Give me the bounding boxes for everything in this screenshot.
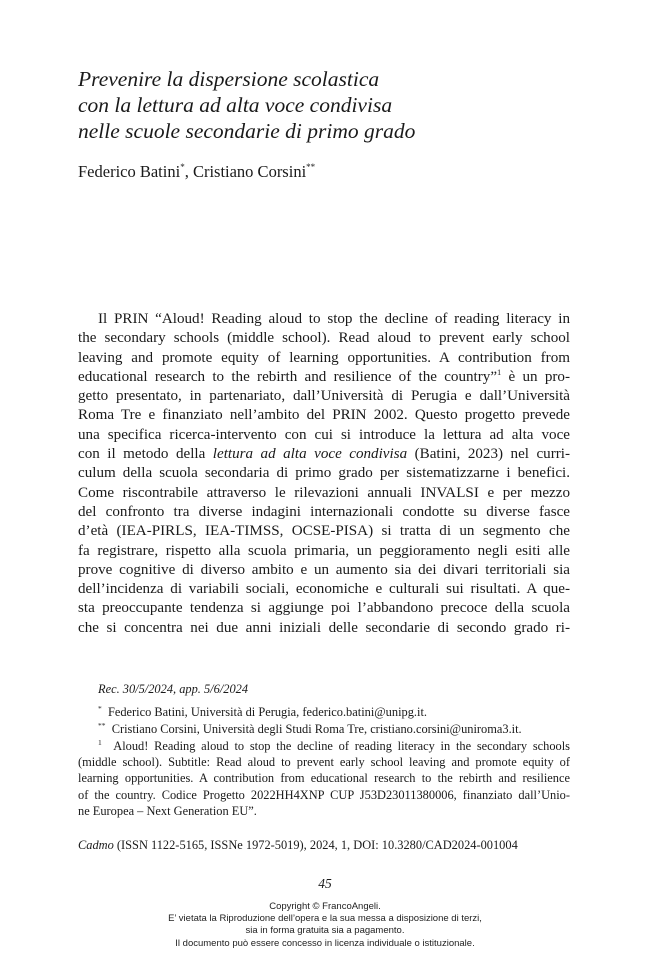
body-line: che si concentra nei due anni iniziali delle secondarie di secondo grado ri-: [78, 619, 570, 636]
body-text: (Batini, 2023) nel curri-: [407, 446, 570, 463]
footnote-line: ne Europea – Next Generation EU”.: [78, 803, 257, 818]
footnote-line: [78, 738, 570, 754]
footnote-text: Federico Batini, Università di Perugia, federico.batini@unipg.it.: [107, 705, 427, 719]
footnote-line: [78, 704, 570, 720]
copyright-line: E’ vietata la Riproduzione dell’opera e la sua messa a disposizione di terzi,: [168, 913, 482, 925]
author-separator: ,: [184, 162, 193, 181]
footnote-line: [78, 721, 570, 737]
journal-citation: [78, 838, 518, 853]
emphasis-text: lettura ad alta voce condivisa: [212, 446, 408, 463]
body-line: getto presentato, in partenariato, dall’Università di Perugia e dall’Università: [78, 388, 570, 405]
author-name: Federico Batini: [78, 162, 181, 181]
footnote-line: of the country. Codice Progetto 2022HH4XNP CUP J53D23011380006, finanziato dall’Unio-: [78, 787, 570, 802]
body-line: [78, 445, 570, 464]
body-line: Roma Tre e finanziato nell’ambito del PRIN 2002. Questo progetto prevede: [78, 407, 570, 424]
copyright-line: sia in forma gratuita sia a pagamento.: [245, 925, 405, 937]
citation-details: (ISSN 1122-5165, ISSNe 1972-5019), 2024, 1, DOI: 10.3280/CAD2024-001004: [113, 838, 518, 852]
received-date: Rec. 30/5/2024, app. 5/6/2024: [98, 682, 249, 696]
body-line: Il PRIN “Aloud! Reading aloud to stop the decline of reading literacy in: [98, 311, 570, 327]
body-line: sta preoccupante tendenza si aggiunge poi l’abbandono precoce della scuola: [78, 600, 570, 617]
title-line: Prevenire la dispersione scolastica: [78, 67, 380, 91]
body-line: fa registrare, rispetto alla scuola primaria, un peggioramento negli esiti alle: [78, 542, 570, 559]
body-line: una specifica ricerca-intervento con cui si introduce la lettura ad alta voce: [78, 426, 570, 443]
page-number: 45: [318, 876, 332, 891]
author-name: Cristiano Corsini: [192, 162, 307, 181]
body-line: leaving and promote equity of learning opportunities. A contribution from: [78, 349, 570, 366]
footnote-mark[interactable]: **: [306, 162, 316, 172]
body-line: prove cognitive di diverso ambito e un aumento sia dei divari territoriali sia: [78, 561, 570, 578]
author-list: [78, 162, 315, 182]
footnote-text: Cristiano Corsini, Università degli Studi Roma Tre, cristiano.corsini@uniroma3.it.: [111, 722, 522, 736]
footnote-3: [78, 738, 570, 819]
copyright-notice: [0, 901, 650, 950]
article-title: [78, 66, 598, 144]
footnote-mark: 1: [98, 738, 102, 747]
body-line: culum della scuola secondaria di primo grado per sistematizzarne i benefici.: [78, 465, 570, 482]
footnote-mark[interactable]: *: [180, 162, 185, 172]
body-paragraph: [78, 310, 570, 638]
body-text: educational research to the rebirth and resilience of the country”: [78, 368, 498, 385]
body-line: the secondary schools (middle school). Read aloud to prevent early school: [78, 330, 570, 347]
copyright-line: Il documento può essere concesso in licenza individuale o istituzionale.: [175, 937, 475, 949]
footnote-1: [78, 704, 570, 720]
copyright-line: Copyright © FrancoAngeli.: [269, 901, 381, 912]
footnote-line: learning opportunities. A contribution from educational research to the rebirth and resilience: [78, 771, 570, 786]
body-line: [78, 368, 570, 387]
journal-name: Cadmo: [78, 838, 114, 852]
body-line: d’età (IEA-PIRLS, IEA-TIMSS, OCSE-PISA) si tratta di un segmento che: [78, 523, 570, 540]
body-text: è un pro-: [501, 368, 570, 385]
footnote-ref[interactable]: 1: [497, 366, 502, 377]
body-line: dell’incidenza di variabili sociali, economiche e culturali sui risultati. A que-: [78, 581, 570, 598]
body-line: del confronto tra diverse indagini internazionali condotte su diverse fasce: [78, 503, 570, 520]
footnote-2: [78, 721, 570, 737]
body-text: con il metodo della: [78, 446, 213, 463]
footnote-mark: *: [98, 704, 102, 713]
footnote-text: Aloud! Reading aloud to stop the decline of reading literacy in the secondary schools: [113, 739, 570, 753]
body-line: Come riscontrabile attraverso le rilevazioni annuali INVALSI e per mezzo: [78, 484, 570, 501]
title-line: nelle scuole secondarie di primo grado: [78, 119, 416, 143]
footnote-line: (middle school). Subtitle: Read aloud to prevent early school leaving and promote equity of: [78, 755, 570, 770]
footnote-mark: **: [98, 721, 106, 730]
title-line: con la lettura ad alta voce condivisa: [78, 93, 393, 117]
